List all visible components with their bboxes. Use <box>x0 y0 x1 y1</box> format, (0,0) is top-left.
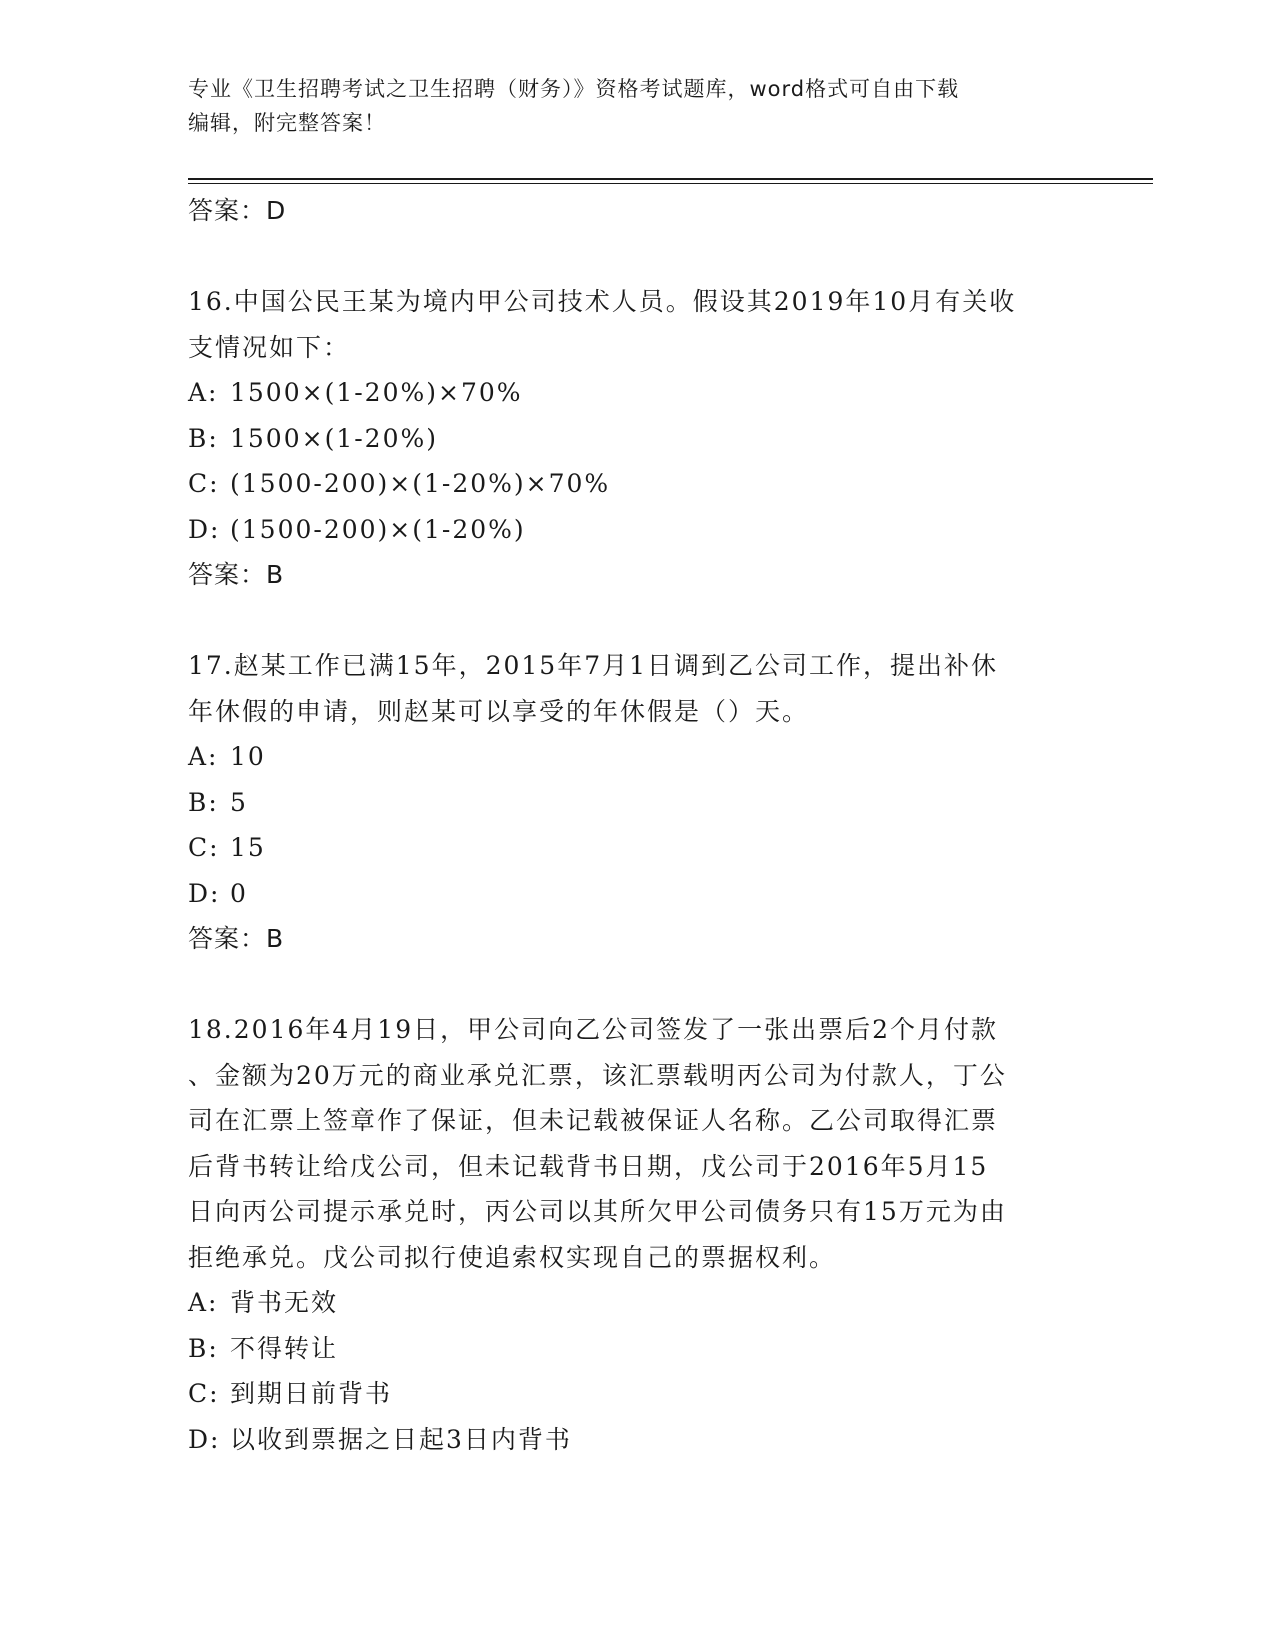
option-text: 不得转让 <box>230 1333 339 1363</box>
question-16-option-a <box>188 370 1078 416</box>
option-label: D: <box>188 514 221 544</box>
option-label: C: <box>188 833 220 862</box>
question-17-answer: 答案：B <box>188 924 285 953</box>
option-text: (1500-200)×(1-20%)×70% <box>230 469 611 498</box>
spacer <box>188 234 1078 280</box>
question-18-option-a <box>188 1280 1078 1326</box>
header-rule-thick <box>188 178 1153 180</box>
header-line-1: 专业《卫生招聘考试之卫生招聘（财务）》资格考试题库，word格式可自由下载 <box>188 77 960 101</box>
question-16-option-c <box>188 461 1078 507</box>
question-17-stem-line-2: 年休假的申请，则赵某可以享受的年休假是（）天。 <box>188 696 810 726</box>
question-17-option-d <box>188 871 1078 917</box>
option-label: A: <box>188 742 219 771</box>
spacer <box>188 962 1078 1008</box>
option-text: 1500×(1-20%)×70% <box>230 378 523 407</box>
option-text: 到期日前背书 <box>230 1379 393 1408</box>
option-text: 以收到票据之日起3日内背书 <box>230 1424 572 1454</box>
question-18-stem-line-6: 拒绝承兑。戊公司拟行使追索权实现自己的票据权利。 <box>188 1242 837 1272</box>
question-17-option-a <box>188 734 1078 780</box>
option-text: 背书无效 <box>230 1288 339 1317</box>
option-label: D: <box>188 1424 221 1454</box>
question-18-option-b <box>188 1326 1078 1372</box>
question-16-stem-line-2: 支情况如下： <box>188 332 351 362</box>
question-content <box>188 188 1078 1462</box>
question-16-option-d <box>188 507 1078 553</box>
question-16-answer: 答案：B <box>188 560 285 589</box>
header-line-2: 编辑，附完整答案！ <box>188 111 386 135</box>
answer-previous: 答案：D <box>188 196 287 225</box>
option-label: C: <box>188 1379 220 1408</box>
question-17 <box>188 643 1078 962</box>
option-label: B: <box>188 787 219 817</box>
spacer <box>188 598 1078 644</box>
question-17-option-b <box>188 780 1078 826</box>
question-18-option-c <box>188 1371 1078 1417</box>
question-18-stem-line-1: 18.2016年4月19日，甲公司向乙公司签发了一张出票后2个月付款 <box>188 1015 999 1044</box>
option-label: C: <box>188 469 220 498</box>
option-label: B: <box>188 423 219 453</box>
option-text: 15 <box>230 833 266 862</box>
question-18-stem-line-5: 日向丙公司提示承兑时，丙公司以其所欠甲公司债务只有15万元为由 <box>188 1197 1007 1226</box>
option-text: (1500-200)×(1-20%) <box>230 514 526 544</box>
option-label: B: <box>188 1333 219 1363</box>
header-rule-thin <box>188 183 1153 184</box>
option-text: 0 <box>230 878 248 908</box>
page-header <box>188 72 1068 140</box>
option-label: A: <box>188 1288 219 1317</box>
question-18-stem-line-4: 后背书转让给戊公司，但未记载背书日期，戊公司于2016年5月15 <box>188 1151 989 1181</box>
option-label: A: <box>188 378 219 407</box>
question-18 <box>188 1007 1078 1462</box>
question-18-stem-line-3: 司在汇票上签章作了保证，但未记载被保证人名称。乙公司取得汇票 <box>188 1106 999 1135</box>
option-text: 1500×(1-20%) <box>230 423 438 453</box>
question-17-option-c <box>188 825 1078 871</box>
option-text: 10 <box>230 742 266 771</box>
question-18-stem-line-2: 、金额为20万元的商业承兑汇票，该汇票载明丙公司为付款人，丁公 <box>188 1060 1007 1090</box>
question-16 <box>188 279 1078 598</box>
question-18-option-d <box>188 1417 1078 1463</box>
question-16-stem-line-1: 16.中国公民王某为境内甲公司技术人员。假设其2019年10月有关收 <box>188 287 1017 316</box>
question-17-stem-line-1: 17.赵某工作已满15年，2015年7月1日调到乙公司工作，提出补休 <box>188 651 999 680</box>
option-label: D: <box>188 878 221 908</box>
question-16-option-b <box>188 416 1078 462</box>
option-text: 5 <box>230 787 248 817</box>
